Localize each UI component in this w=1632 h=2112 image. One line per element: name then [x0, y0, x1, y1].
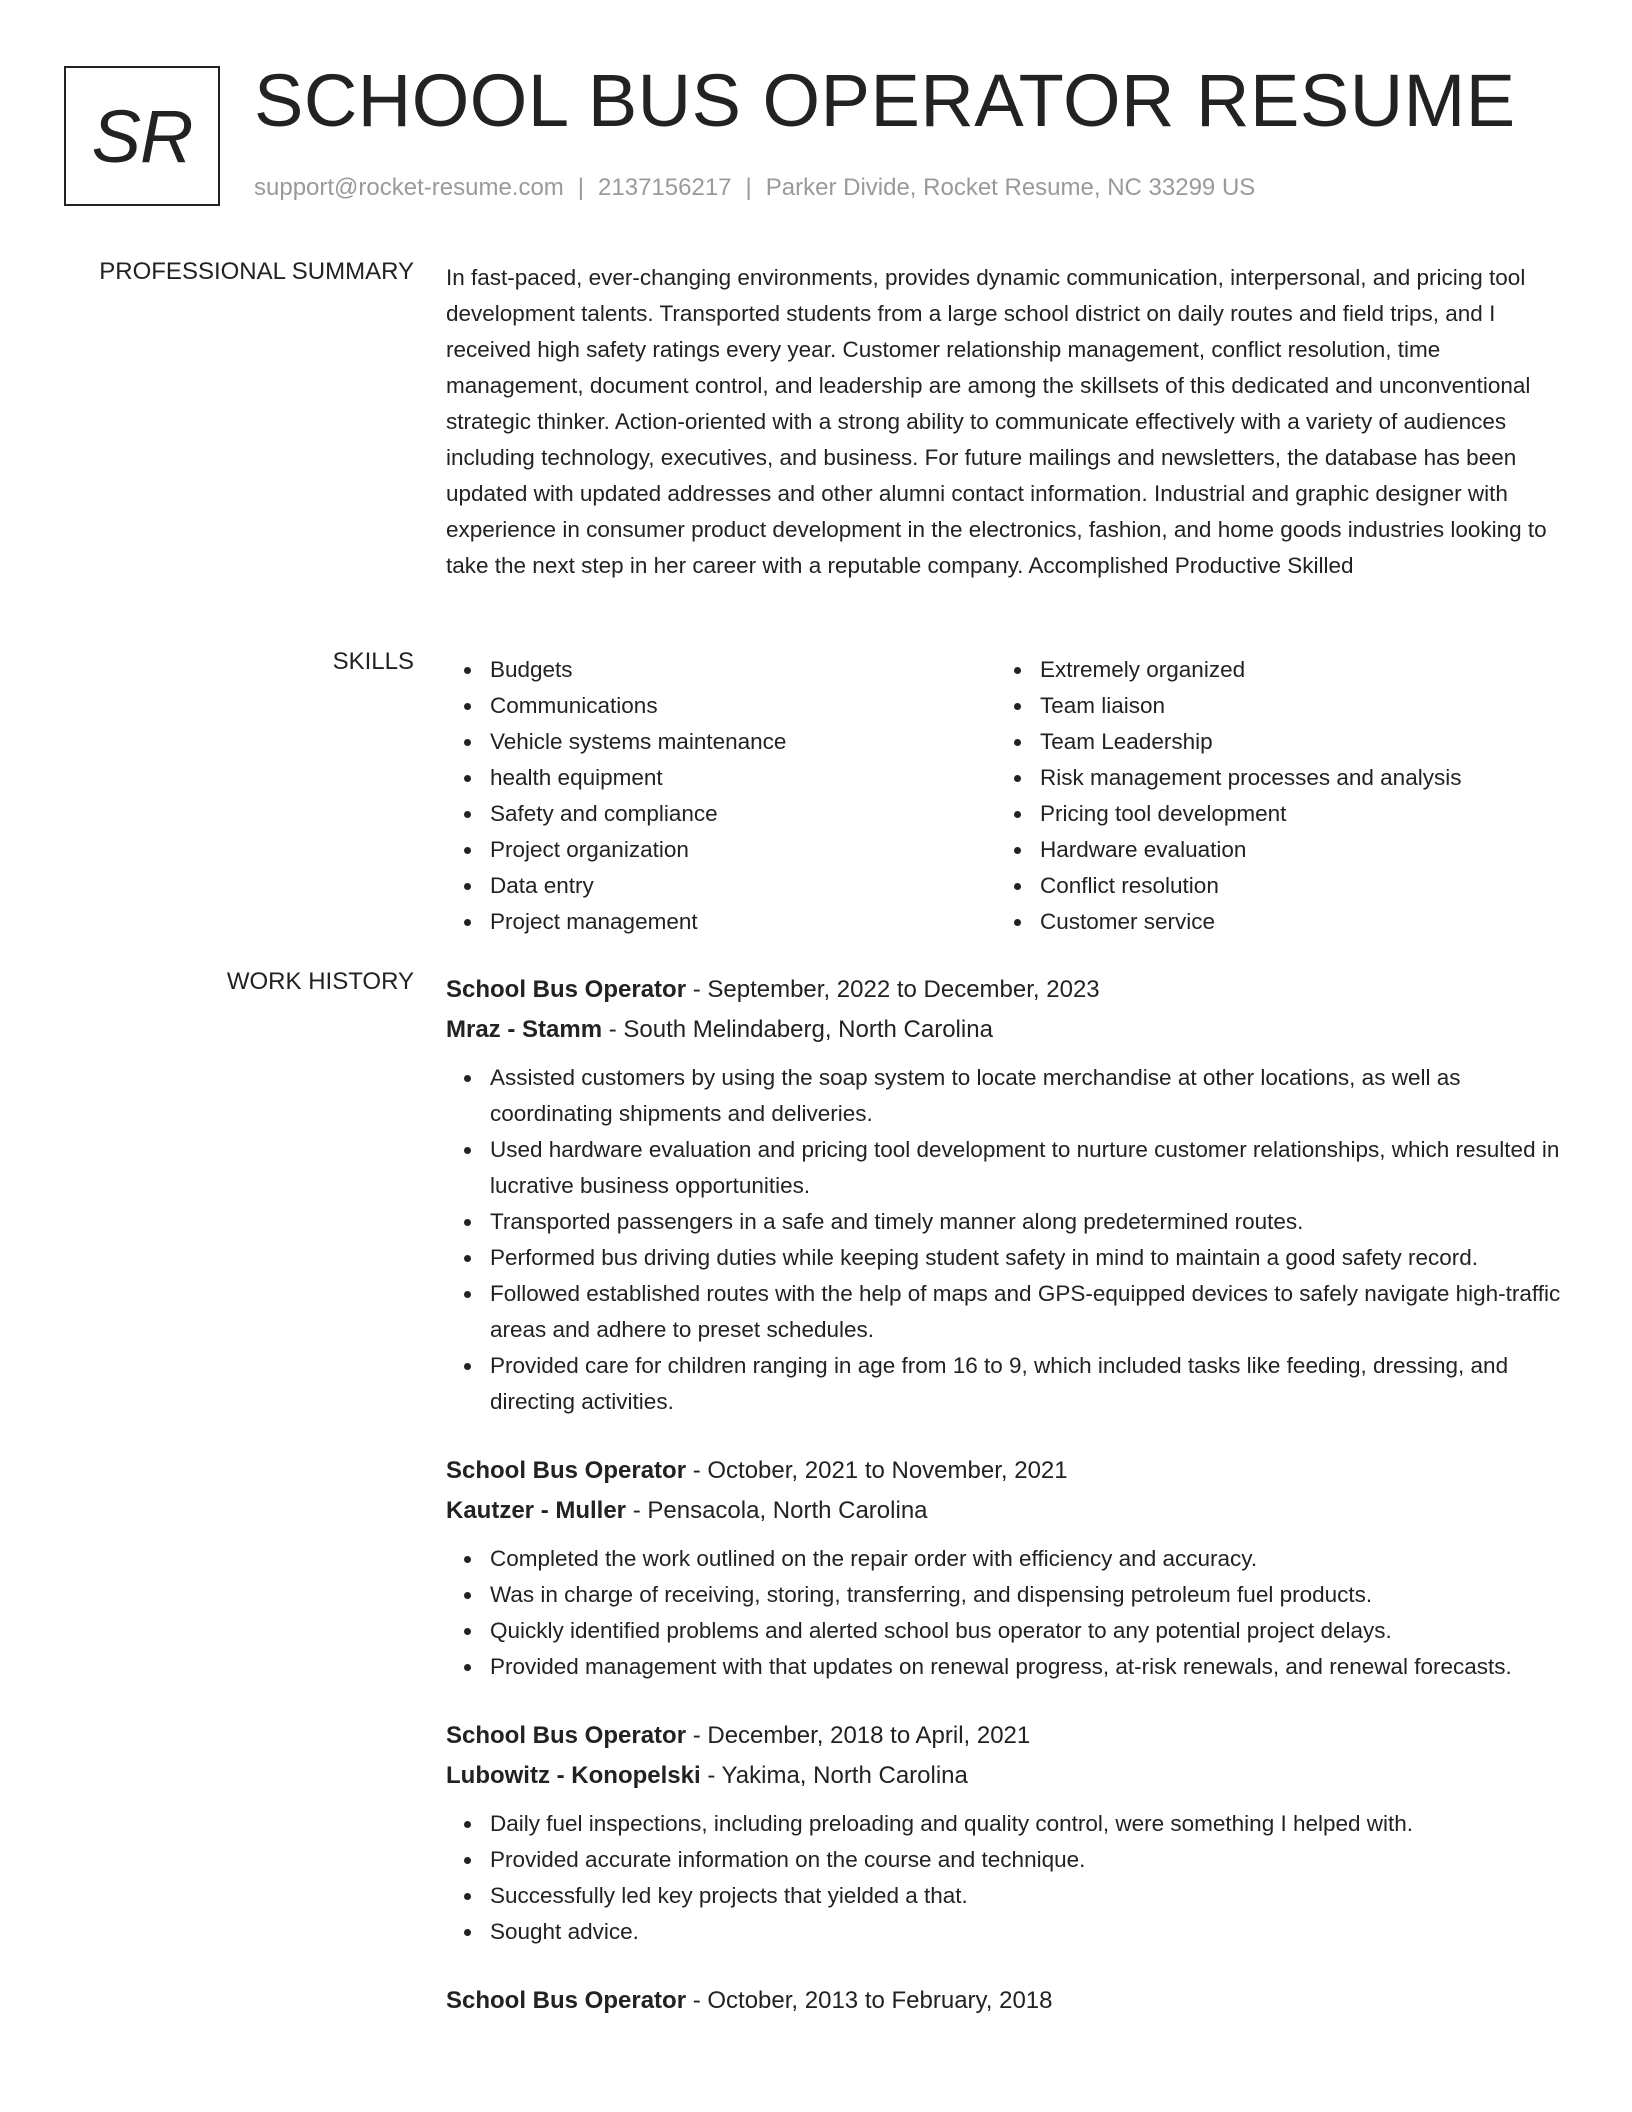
- summary-heading: PROFESSIONAL SUMMARY: [99, 258, 414, 285]
- job-title-line: [446, 1716, 1562, 1756]
- resume-title: SCHOOL BUS OPERATOR RESUME: [254, 59, 1516, 142]
- job-bullet: Sought advice.: [490, 1914, 1562, 1950]
- job-bullet: Provided accurate information on the course and technique.: [490, 1842, 1562, 1878]
- monogram-initials: SR: [91, 94, 193, 178]
- skill-item: Budgets: [490, 652, 996, 688]
- skill-item: health equipment: [490, 760, 996, 796]
- job-bullet: Performed bus driving duties while keeping student safety in mind to maintain a good safety record.: [490, 1240, 1562, 1276]
- job-bullet: Quickly identified problems and alerted school bus operator to any potential project delays.: [490, 1613, 1562, 1649]
- job-bullet: Was in charge of receiving, storing, transferring, and dispensing petroleum fuel products.: [490, 1577, 1562, 1613]
- job-bullets: [446, 1541, 1562, 1685]
- job-bullet: Provided management with that updates on renewal progress, at-risk renewals, and renewal forecasts.: [490, 1649, 1562, 1685]
- job-bullets: [446, 1060, 1562, 1420]
- job-entry: [446, 1716, 1562, 1950]
- skill-item: Team Leadership: [1040, 724, 1546, 760]
- contact-phone: 2137156217: [598, 174, 732, 201]
- job-entry: [446, 1451, 1562, 1685]
- job-location: - South Melindaberg, North Carolina: [602, 1016, 993, 1043]
- job-company-line: [446, 1756, 1562, 1796]
- job-bullet: Assisted customers by using the soap system to locate merchandise at other locations, as well as coordinating shipments and deliveries.: [490, 1060, 1562, 1132]
- job-location: - Pensacola, North Carolina: [626, 1497, 928, 1524]
- work-history-heading: WORK HISTORY: [226, 968, 414, 995]
- skill-item: Conflict resolution: [1040, 868, 1546, 904]
- skills-column-right: [996, 652, 1546, 940]
- skills-column-left: [446, 652, 996, 940]
- summary-text: In fast-paced, ever-changing environments, provides dynamic communication, interpersonal, and pricing tool development talents. Transported students from a large school district on daily routes and field trips, and I received high safety ratings every year. Customer relationship management, conflict resolution, time management, document control, and leadership are among the skillsets of this dedicated and unconventional strategic thinker. Action-oriented with a strong ability to communicate effectively with a variety of audiences including technology, executives, and business. For future mailings and newsletters, the database has been updated with updated addresses and other alumni contact information. Industrial and graphic designer with experience in consumer product development in the electronics, fashion, and home goods industries looking to take the next step in her career with a reputable company. Accomplished Productive Skilled: [446, 265, 1547, 578]
- job-title-line: [446, 1451, 1562, 1491]
- skill-item: Extremely organized: [1040, 652, 1546, 688]
- job-title-line: [446, 1981, 1562, 2021]
- job-title: School Bus Operator: [446, 1457, 687, 1484]
- job-bullet: Successfully led key projects that yielded a that.: [490, 1878, 1562, 1914]
- skill-item: Hardware evaluation: [1040, 832, 1546, 868]
- job-bullet: Followed established routes with the help of maps and GPS-equipped devices to safely navigate high-traffic areas and adhere to preset schedules.: [490, 1276, 1562, 1348]
- job-dates: - October, 2013 to February, 2018: [686, 1987, 1053, 2014]
- job-company: Kautzer - Muller: [446, 1497, 627, 1524]
- contact-separator: |: [577, 174, 585, 201]
- skill-item: Vehicle systems maintenance: [490, 724, 996, 760]
- contact-separator: |: [745, 174, 752, 201]
- job-bullet: Transported passengers in a safe and timely manner along predetermined routes.: [490, 1204, 1562, 1240]
- job-dates: - October, 2021 to November, 2021: [686, 1457, 1068, 1484]
- job-company: Lubowitz - Konopelski: [446, 1762, 701, 1789]
- skill-item: Pricing tool development: [1040, 796, 1546, 832]
- job-title: School Bus Operator: [446, 1722, 687, 1749]
- job-title: School Bus Operator: [446, 1987, 687, 2014]
- job-company-line: [446, 1010, 1562, 1050]
- skill-item: Team liaison: [1040, 688, 1546, 724]
- job-title: School Bus Operator: [446, 976, 687, 1003]
- skills-heading: SKILLS: [332, 648, 414, 675]
- job-bullet: Daily fuel inspections, including preloading and quality control, were something I helped with.: [490, 1806, 1562, 1842]
- job-location: - Yakima, North Carolina: [700, 1762, 968, 1789]
- skills-list: [446, 652, 1562, 940]
- skill-item: Project management: [490, 904, 996, 940]
- job-entry: [446, 1981, 1562, 2021]
- job-company: Mraz - Stamm: [446, 1016, 603, 1043]
- job-bullet: Completed the work outlined on the repair order with efficiency and accuracy.: [490, 1541, 1562, 1577]
- job-company-line: [446, 1491, 1562, 1531]
- job-bullets: [446, 1806, 1562, 1950]
- contact-address: Parker Divide, Rocket Resume, NC 33299 US: [765, 174, 1256, 201]
- job-dates: - December, 2018 to April, 2021: [686, 1722, 1031, 1749]
- skill-item: Customer service: [1040, 904, 1546, 940]
- skill-item: Project organization: [490, 832, 996, 868]
- skill-item: Data entry: [490, 868, 996, 904]
- job-entry: [446, 970, 1562, 1420]
- monogram-box: [64, 66, 220, 206]
- job-dates: - September, 2022 to December, 2023: [686, 976, 1100, 1003]
- job-title-line: [446, 970, 1562, 1010]
- skill-item: Risk management processes and analysis: [1040, 760, 1546, 796]
- job-bullet: Used hardware evaluation and pricing tool development to nurture customer relationships, which resulted in lucrative business opportunities.: [490, 1132, 1562, 1204]
- skill-item: Safety and compliance: [490, 796, 996, 832]
- job-bullet: Provided care for children ranging in age from 16 to 9, which included tasks like feeding, dressing, and directing activities.: [490, 1348, 1562, 1420]
- contact-email: support@rocket-resume.com: [254, 174, 564, 201]
- contact-line: [254, 174, 1255, 202]
- skill-item: Communications: [490, 688, 996, 724]
- work-history: [446, 970, 1562, 2052]
